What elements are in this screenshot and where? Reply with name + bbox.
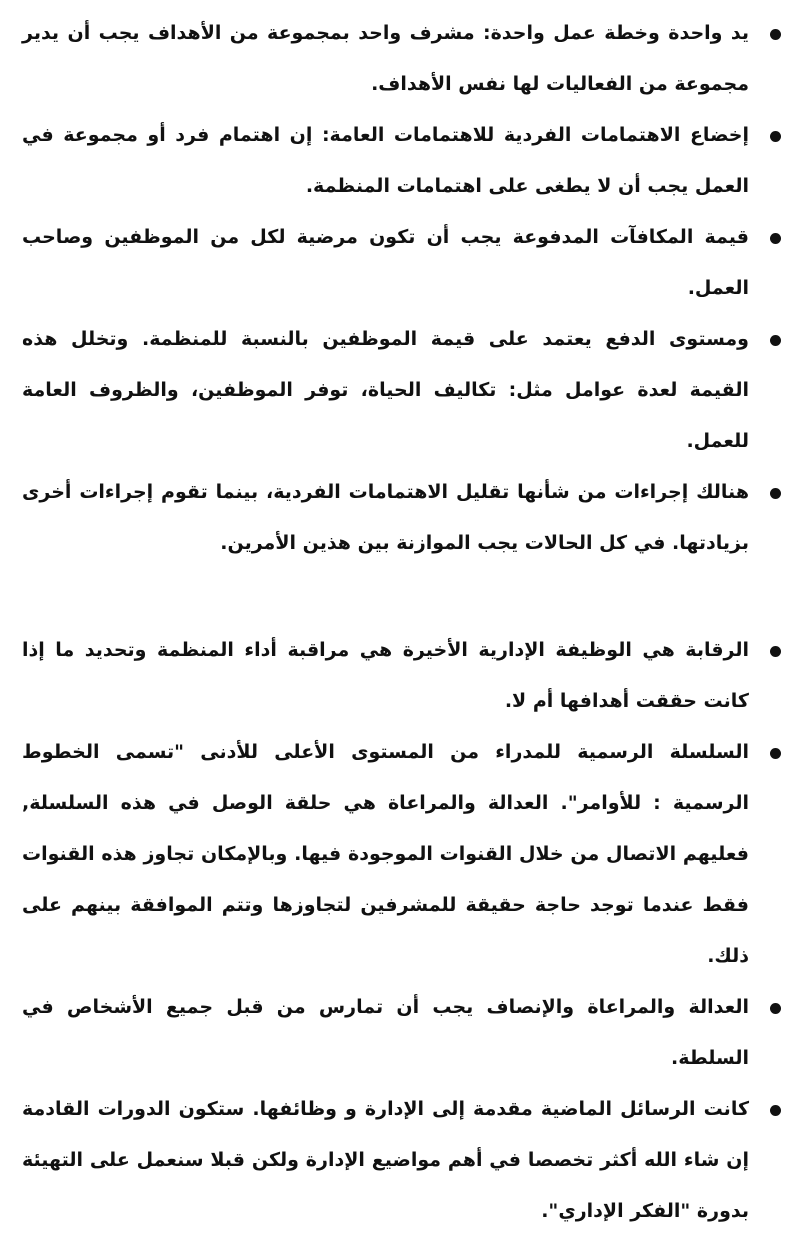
bullet-list-group-1: [22, 8, 787, 569]
list-item: [22, 110, 787, 212]
list-item-text: الرقابة هي الوظيفة الإدارية الأخيرة هي مراقبة أداء المنظمة وتحديد ما إذا كانت حققت أهدافها أم لا.: [22, 639, 749, 712]
list-item: [22, 1084, 787, 1237]
bullet-list-group-2: [22, 625, 787, 1237]
list-item: [22, 467, 787, 569]
bullet-dot-icon: [770, 748, 781, 759]
list-item: [22, 314, 787, 467]
list-item: [22, 727, 787, 982]
list-item: [22, 212, 787, 314]
bullet-dot-icon: [770, 646, 781, 657]
list-item: [22, 982, 787, 1084]
list-item-text: إخضاع الاهتمامات الفردية للاهتمامات العامة: إن اهتمام فرد أو مجموعة في العمل يجب أن لا يطغى على اهتمامات المنظمة.: [22, 124, 749, 197]
list-item: [22, 625, 787, 727]
list-item-text: العدالة والمراعاة والإنصاف يجب أن تمارس من قبل جميع الأشخاص في السلطة.: [22, 996, 749, 1069]
bullet-dot-icon: [770, 29, 781, 40]
list-item-text: ومستوى الدفع يعتمد على قيمة الموظفين بالنسبة للمنظمة. وتخلل هذه القيمة لعدة عوامل مثل: تكاليف الحياة، توفر الموظفين، والظروف العامة للعمل.: [22, 328, 749, 452]
bullet-dot-icon: [770, 335, 781, 346]
bullet-dot-icon: [770, 131, 781, 142]
bullet-dot-icon: [770, 1105, 781, 1116]
list-item-text: قيمة المكافآت المدفوعة يجب أن تكون مرضية لكل من الموظفين وصاحب العمل.: [22, 226, 749, 299]
list-item-text: يد واحدة وخطة عمل واحدة: مشرف واحد بمجموعة من الأهداف يجب أن يدير مجموعة من الفعاليات لها نفس الأهداف.: [22, 22, 749, 95]
bullet-dot-icon: [770, 488, 781, 499]
bullet-dot-icon: [770, 233, 781, 244]
list-item: [22, 8, 787, 110]
list-item-text: كانت الرسائل الماضية مقدمة إلى الإدارة و وظائفها. ستكون الدورات القادمة إن شاء الله أكثر تخصصا في أهم مواضيع الإدارة ولكن قبلا سنعمل على التهيئة بدورة "الفكر الإداري".: [22, 1098, 749, 1222]
list-item-text: السلسلة الرسمية للمدراء من المستوى الأعلى للأدنى "تسمى الخطوط الرسمية : للأوامر". العدالة والمراعاة هي حلقة الوصل في هذه السلسلة, فعليهم الاتصال من خلال القنوات الموجودة فيها. وبالإمكان تجاوز هذه القنوات فقط عندما توجد حاجة حقيقة للمشرفين لتجاوزها وتتم الموافقة بينهم على ذلك.: [22, 741, 749, 967]
bullet-dot-icon: [770, 1003, 781, 1014]
list-item-text: هنالك إجراءات من شأنها تقليل الاهتمامات الفردية، بينما تقوم إجراءات أخرى بزيادتها. في كل الحالات يجب الموازنة بين هذين الأمرين.: [22, 481, 749, 554]
